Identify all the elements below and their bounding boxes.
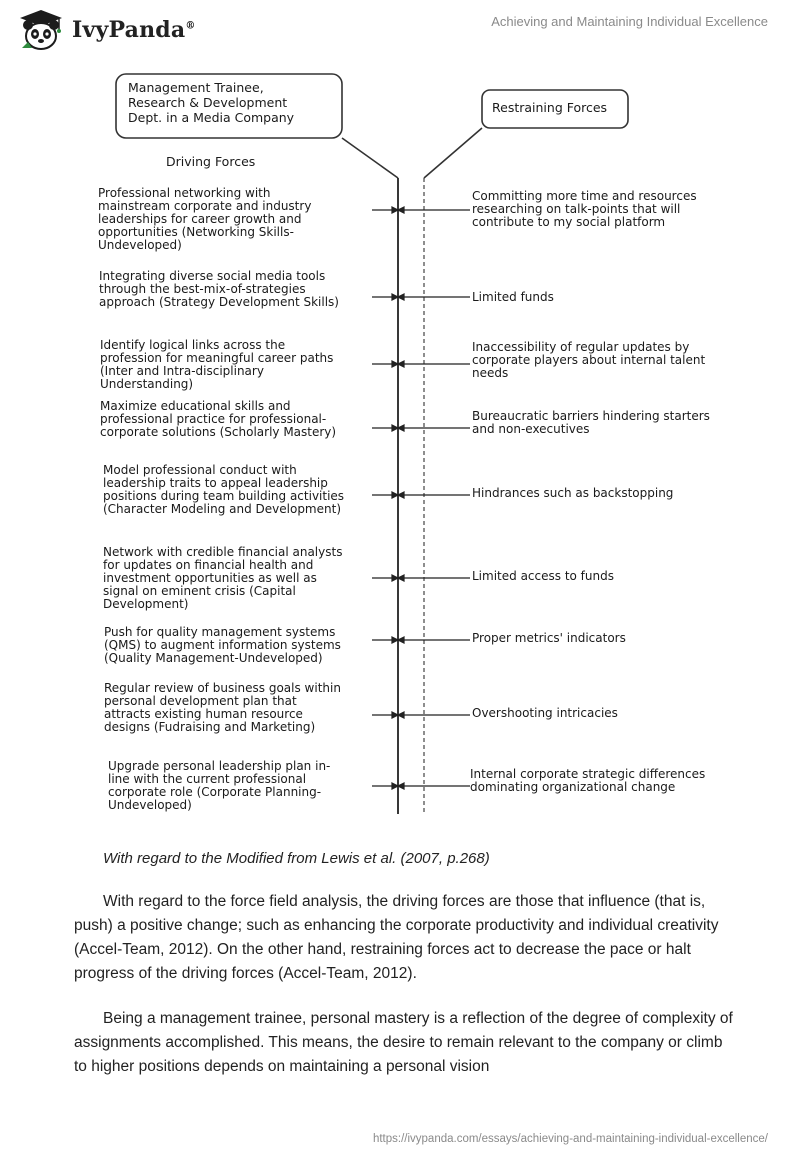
restraining-force-7: Proper metrics' indicators [472, 631, 626, 645]
paragraph-1: With regard to the force field analysis, the driving forces are those that influence (that is, push) a positive change; such as enhancing the corporate productivity and individual creativity (Accel-Team, 2012). On the other hand, restraining forces act to decrease the pace or halt progress of the driving forces (Accel-Team, 2012). [74, 893, 719, 982]
driving-force-2: Integrating diverse social media tools through the best-mix-of-strategies approach (Strategy Development Skills) [99, 269, 339, 309]
page-header [0, 0, 800, 60]
driving-force-1: Professional networking with mainstream corporate and industry leaderships for career growth and opportunities (Networking Skills- Undeveloped) [98, 186, 312, 252]
restraining-force-6: Limited access to funds [472, 569, 614, 583]
document-title: Achieving and Maintaining Individual Excellence [491, 14, 768, 29]
driving-force-8: Regular review of business goals within personal development plan that attracts existing human resource designs (Fudraising and Marketing) [104, 681, 341, 734]
right-box-label: Restraining Forces [492, 100, 608, 115]
restraining-force-2: Limited funds [472, 290, 554, 304]
force-field-diagram [86, 66, 746, 832]
paragraph-2: Being a management trainee, personal mastery is a reflection of the degree of complexity of assignments accomplished. This means, the desire to remain relevant to the company or climb to higher positions depends on maintaining a personal vision [74, 1010, 733, 1075]
restraining-force-3: Inaccessibility of regular updates by corporate players about internal talent needs [472, 340, 706, 380]
restraining-force-4: Bureaucratic barriers hindering starters and non-executives [472, 409, 710, 436]
restraining-force-9: Internal corporate strategic differences dominating organizational change [470, 767, 706, 794]
driving-force-5: Model professional conduct with leadership traits to appeal leadership positions during team building activities (Character Modeling and Development) [103, 463, 345, 516]
restraining-force-5: Hindrances such as backstopping [472, 486, 674, 500]
panda-logo-icon [16, 8, 66, 52]
left-box-label: Management Trainee, Research & Development Dept. in a Media Company [128, 80, 295, 125]
logo-text: IvyPanda® [72, 17, 196, 43]
logo[interactable] [16, 8, 196, 52]
driving-force-3: Identify logical links across the profession for meaningful career paths (Inter and Intra-disciplinary Understanding) [100, 338, 334, 391]
driving-forces-label: Driving Forces [166, 154, 256, 169]
driving-force-7: Push for quality management systems (QMS) to augment information systems (Quality Management-Undeveloped) [104, 625, 341, 665]
figure-caption: With regard to the Modified from Lewis et al. (2007, p.268) [103, 850, 490, 867]
driving-force-4: Maximize educational skills and professional practice for professional- corporate solutions (Scholarly Mastery) [100, 399, 337, 439]
force-arrows [372, 207, 470, 789]
driving-force-6: Network with credible financial analysts for updates on financial health and investment opportunities as well as signal on eminent crisis (Capital Development) [103, 545, 343, 611]
footer-url-link[interactable]: https://ivypanda.com/essays/achieving-and-maintaining-individual-excellence/ [372, 1133, 768, 1145]
driving-force-9: Upgrade personal leadership plan in- line with the current professional corporate role (Corporate Planning- Undeveloped) [108, 759, 331, 812]
restraining-force-1: Committing more time and resources researching on talk-points that will contribute to my social platform [472, 189, 697, 229]
restraining-force-8: Overshooting intricacies [472, 706, 618, 720]
